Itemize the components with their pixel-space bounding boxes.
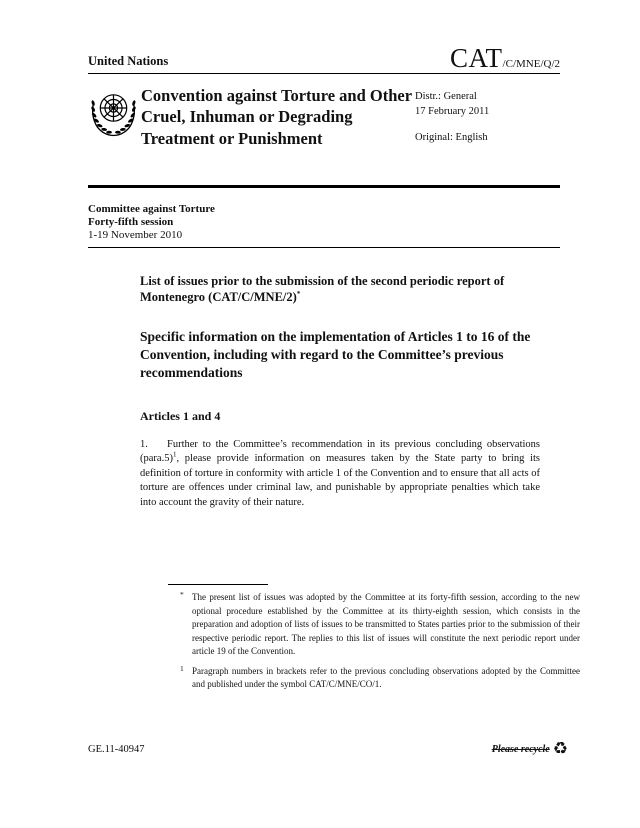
convention-title: Convention against Torture and Other Cruel, Inhuman or Degrading Treatment or Punishment	[141, 86, 412, 148]
session-block	[88, 203, 560, 241]
distr-line: Distr.: General	[415, 91, 477, 102]
footnote-1-marker: 1	[180, 663, 184, 673]
masthead	[88, 45, 560, 72]
session-rule	[88, 247, 560, 248]
distribution-block	[415, 83, 489, 149]
paragraph-1	[140, 438, 540, 510]
paragraph-1-text-b: , please provide information on measures taken by the State party to bring its definition of torture in conformity with article 1 of the Convention and to ensure that all acts of torture are offences under criminal law, and punishable by appropriate penalties which take into account the gravity of their nature.	[140, 453, 540, 508]
footnote-star-text: The present list of issues was adopted by the Committee at its forty-fifth session, according to the new optional procedure established by the Committee at its thirty-eighth session, which consists in the preparation and adoption of lists of issues to be transmitted to States parties prior to the submission of their respective periodic report. The replies to this list of issues will constitute the next periodic report under article 19 of the Convention.	[192, 592, 580, 657]
footnote-star	[140, 591, 580, 659]
footnote-star-marker: *	[180, 590, 184, 600]
articles-heading: Articles 1 and 4	[140, 408, 221, 423]
document-symbol-main: CAT	[450, 43, 503, 73]
org-name: United Nations	[88, 54, 169, 68]
un-emblem-icon	[86, 83, 141, 149]
header-thick-rule	[88, 185, 560, 188]
original-language: Original: English	[415, 132, 488, 144]
paragraph-1-text-a: Further to the Committee’s recommendation in its previous concluding observations (para.5)	[140, 438, 540, 465]
footnote-1	[140, 665, 580, 692]
footnote-star-ref: *	[296, 290, 301, 299]
footnote-area	[140, 584, 580, 692]
footnote-1-text: Paragraph numbers in brackets refer to the previous concluding observations adopted by the Committee and published under the symbol CAT/C/MNE/CO/1.	[192, 665, 580, 690]
specific-information-heading: Specific information on the implementation of Articles 1 to 16 of the Convention, including with regard to the Committee’s previous recommendations	[140, 329, 531, 380]
recycle-block	[492, 741, 568, 758]
document-body	[140, 273, 580, 692]
header-block	[88, 83, 560, 149]
recycle-label: Please recycle	[491, 744, 550, 755]
distr-date: 17 February 2011	[415, 106, 490, 118]
document-symbol	[450, 45, 560, 72]
page-footer	[88, 741, 568, 758]
masthead-rule	[88, 73, 560, 74]
session-dates: 1-19 November 2010	[88, 228, 183, 241]
recycle-icon: ♻	[552, 739, 568, 759]
footnote-1-ref: 1	[172, 450, 177, 459]
session-number: Forty-fifth session	[88, 216, 174, 229]
ge-document-number: GE.11-40947	[88, 744, 145, 755]
committee-name: Committee against Torture	[88, 203, 215, 216]
footnote-separator-rule	[168, 584, 268, 585]
document-symbol-suffix: /C/MNE/Q/2	[502, 58, 560, 70]
paragraph-number: 1.	[140, 438, 148, 450]
list-of-issues-heading-text: List of issues prior to the submission of the second periodic report of Montenegro (CAT/C/MNE/2)	[140, 273, 505, 305]
list-of-issues-heading	[140, 273, 532, 307]
